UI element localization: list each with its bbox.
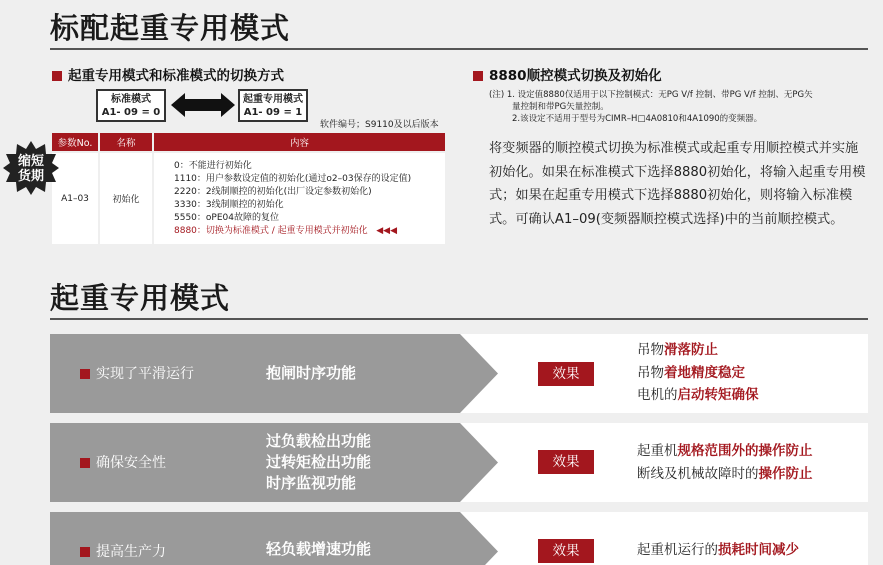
crane-mode-box: 起重专用模式 A1- 09 = 1	[238, 89, 308, 122]
table-row	[52, 151, 445, 244]
parameter-table	[50, 133, 447, 244]
value-line-highlight: 8880：切换为标准模式 / 起重专用模式并初始化 ◀◀◀	[174, 225, 398, 236]
effect-tag: 效果	[538, 450, 594, 474]
param-name-cell: 初始化	[100, 151, 152, 244]
description-paragraph: 将变频器的顺控模式切换为标准模式或起重专用顺控模式并实施初始化。如果在标准模式下选择8880初始化，将输入起重专用模式；如果在起重专用模式下选择8880初始化，则将输入标准模式。可确认A1–09(变频器顺控模式选择)中的当前顺控模式。	[489, 141, 866, 227]
software-version-note: 软件编号；S9110及以后版本	[320, 120, 439, 130]
note-line: (注) 1. 设定值8880仅适用于以下控制模式：无PG V/f 控制、带PG V/f 控制、无PG矢	[489, 90, 813, 100]
value-line: 5550：oPE04故障的复位	[174, 212, 279, 223]
feature-item: 过转矩检出功能	[266, 453, 372, 471]
right-section-title: 8880顺控模式切换及初始化	[473, 64, 662, 84]
result-line: 起重机运行的损耗时间减少	[637, 542, 799, 558]
feature-list	[266, 539, 371, 560]
square-bullet-icon	[80, 369, 90, 379]
result-line: 断线及机械故障时的操作防止	[637, 465, 813, 482]
section-rule	[50, 318, 868, 320]
square-bullet-icon	[80, 547, 90, 557]
badge-line: 缩短	[17, 154, 44, 169]
note-line: 2.该设定不适用于型号为CIMR–H□4A0810和4A1090的变频器。	[512, 114, 763, 124]
badge-line: 货期	[17, 169, 44, 184]
value-line: 0：不能进行初始化	[174, 160, 252, 171]
result-list	[637, 339, 759, 407]
feature-list	[266, 431, 371, 494]
row-label: 确保安全性	[80, 452, 166, 472]
page-title: 标配起重专用模式	[50, 11, 291, 45]
value-line: 1110：用户参数设定值的初始化(通过o2–03保存的设定值)	[174, 173, 412, 184]
result-line: 吊物滑落防止	[637, 342, 718, 358]
result-list	[637, 440, 813, 485]
result-list	[637, 539, 799, 562]
effect-tag: 效果	[538, 362, 594, 386]
feature-item: 轻负载增速功能	[266, 540, 372, 558]
header-param-no: 参数No.	[52, 133, 98, 151]
feature-item: 时序监视功能	[266, 474, 357, 492]
row-label: 实现了平滑运行	[80, 363, 194, 383]
triple-arrow-icon: ◀◀◀	[376, 225, 398, 236]
double-arrow-icon	[171, 92, 235, 118]
feature-item: 过负载检出功能	[266, 432, 372, 450]
param-values-cell	[154, 151, 445, 244]
header-name: 名称	[100, 133, 152, 151]
result-line: 电机的启动转矩确保	[637, 387, 759, 403]
square-bullet-icon	[52, 71, 62, 81]
note-block	[489, 89, 813, 125]
feature-item: 抱闸时序功能	[266, 364, 357, 382]
result-line: 吊物着地精度稳定	[637, 364, 745, 381]
short-delivery-badge	[3, 140, 59, 196]
effect-tag: 效果	[538, 539, 594, 563]
square-bullet-icon	[80, 458, 90, 468]
title-rule	[50, 48, 868, 50]
result-line: 起重机规格范围外的操作防止	[637, 443, 813, 459]
feature-row-2	[50, 423, 868, 502]
param-no-cell: A1–03	[52, 151, 98, 244]
feature-row-3	[50, 512, 868, 565]
feature-list	[266, 363, 356, 384]
header-content: 内容	[154, 133, 445, 151]
feature-row-1	[50, 334, 868, 413]
value-line: 3330：3线制顺控的初始化	[174, 199, 284, 210]
square-bullet-icon	[473, 71, 483, 81]
value-line: 2220：2线制顺控的初始化(出厂设定参数初始化)	[174, 186, 372, 197]
table-header-row	[52, 133, 445, 151]
row-label: 提高生产力	[80, 541, 166, 561]
note-line: 量控制和带PG矢量控制。	[512, 102, 609, 112]
left-section-title: 起重专用模式和标准模式的切换方式	[52, 64, 284, 84]
section-heading: 起重专用模式	[50, 281, 231, 315]
standard-mode-box: 标准模式 A1- 09 = 0	[96, 89, 166, 122]
